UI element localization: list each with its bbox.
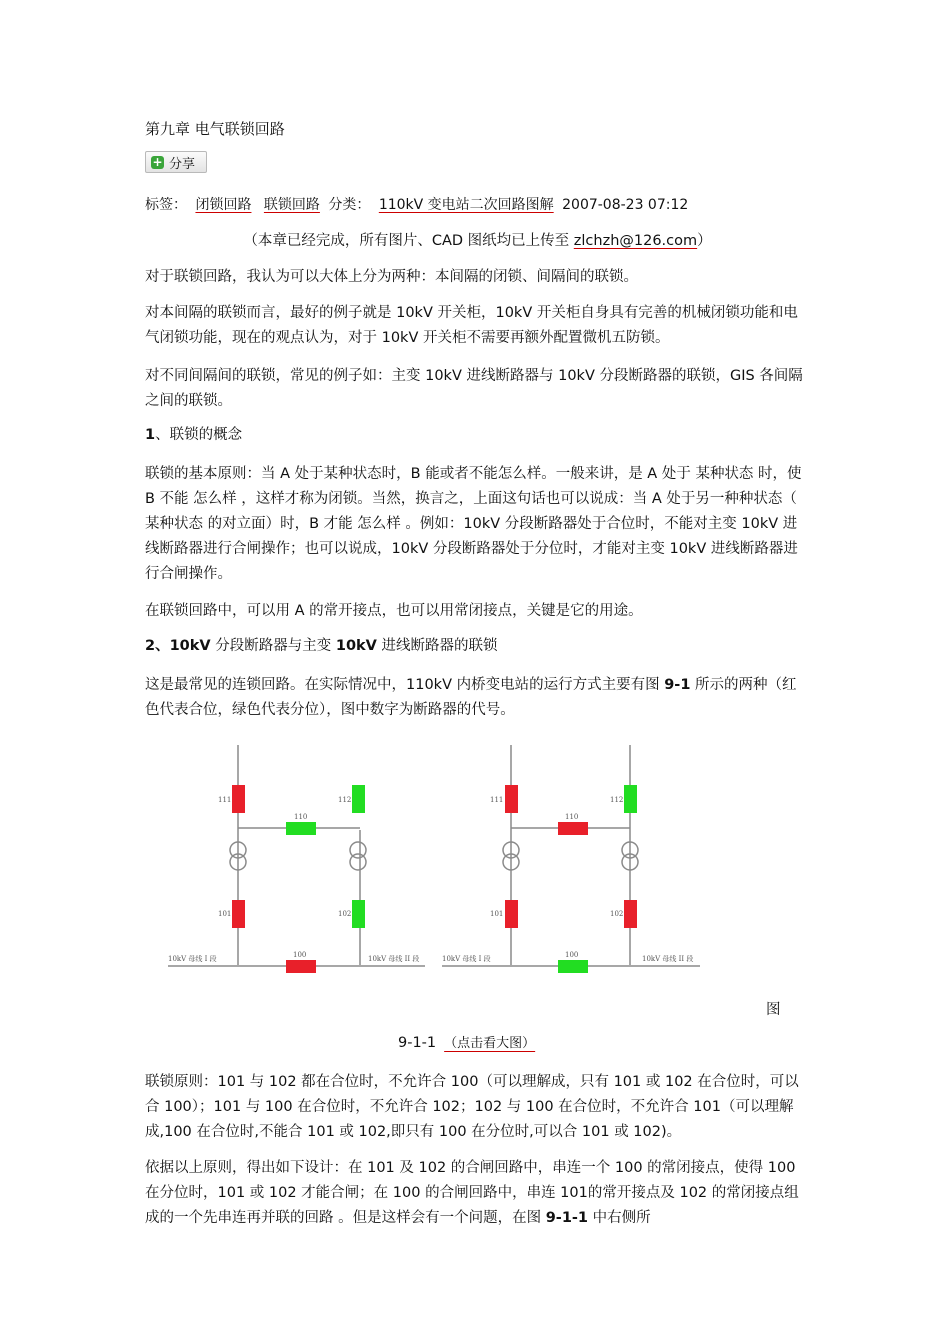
label-110-left: 110: [294, 813, 308, 821]
bus-left-ii: 10kV 母线 II 段: [368, 955, 420, 963]
breaker-100-right: [558, 960, 588, 973]
label-111-right: 111: [490, 796, 504, 804]
paragraph-1: 对于联锁回路，我认为可以大体上分为两种：本间隔的闭锁、间隔间的联锁。: [145, 269, 638, 285]
tags-line: [145, 193, 810, 218]
category-link[interactable]: 110kV 变电站二次回路图解: [378, 197, 554, 213]
paragraph-5: 在联锁回路中，可以用 A 的常开接点，也可以用常闭接点，关键是它的用途。: [145, 603, 643, 619]
heading-2-num: 2、10kV: [145, 638, 211, 654]
label-112-right: 112: [610, 796, 624, 804]
note-text: （本章已经完成，所有图片、CAD 图纸均已上传至: [243, 233, 574, 249]
chapter-title: 第九章 电气联锁回路: [145, 120, 285, 138]
heading-2: [145, 634, 810, 659]
label-110-right: 110: [565, 813, 579, 821]
breaker-110-left: [286, 822, 316, 835]
p6-a: 这是最常见的连锁回路。在实际情况中，110kV 内桥变电站的运行方式主要有图: [145, 677, 665, 693]
diagram-left: [168, 745, 425, 966]
bus-right-i: 10kV 母线 I 段: [442, 955, 491, 963]
paragraph-2: 对本间隔的联锁而言，最好的例子就是 10kV 开关柜，10kV 开关柜自身具有完善的机械闭锁功能和电气闭锁功能，现在的观点认为，对于 10kV 开关柜不需要再额外配置微机五防锁。: [145, 305, 798, 346]
breaker-101-right: [505, 900, 518, 928]
breaker-111-right: [505, 785, 518, 813]
label-100-left: 100: [293, 951, 307, 959]
figure-caption: [398, 1032, 535, 1051]
category-label: 分类：: [328, 197, 371, 213]
breaker-111-left: [232, 785, 245, 813]
bus-right-ii: 10kV 母线 II 段: [642, 955, 694, 963]
label-101-right: 101: [490, 910, 504, 918]
paragraph-7: 联锁原则：101 与 102 都在合位时，不允许合 100（可以理解成，只有 101 或 102 在合位时，可以合 100）；101 与 100 在合位时，不允许合 102；102 与 100 在合位时，不允许合 101（可以理解成,100 在合位时,不能合 101 或 102,即只有 100 在分位时,可以合 101 或 102)。: [145, 1074, 799, 1140]
label-100-right: 100: [565, 951, 579, 959]
p8-c: 中右侧所: [588, 1210, 651, 1226]
tags-label: 标签：: [145, 197, 187, 213]
breaker-101-left: [232, 900, 245, 928]
label-111-left: 111: [218, 796, 232, 804]
tag-link-2[interactable]: 联锁回路: [263, 197, 320, 213]
p6-c: 所示的两种（红色代表合位，绿色代表分位），图中数字为断路器的代号。: [145, 677, 797, 718]
heading-2-bold: 10kV: [335, 638, 377, 654]
breaker-110-right: [558, 822, 588, 835]
share-label: 分享: [169, 156, 196, 172]
heading-2-end: 进线断路器的联锁: [376, 638, 498, 654]
paragraph-3: 对不同间隔间的联锁，常见的例子如：主变 10kV 进线断路器与 10kV 分段断路器的联锁，GIS 各间隔之间的联锁。: [145, 368, 803, 409]
p6-b: 9-1: [664, 677, 691, 693]
view-large-image-link[interactable]: （点击看大图）: [444, 1036, 536, 1051]
completion-note: [145, 229, 810, 254]
paragraph-6: [145, 673, 810, 723]
breaker-100-left: [286, 960, 316, 973]
heading-1-num: 1: [145, 427, 156, 443]
heading-1: [145, 423, 810, 448]
plus-icon: +: [152, 154, 163, 169]
heading-1-text: 、联锁的概念: [155, 427, 243, 443]
breaker-102-right: [624, 900, 637, 928]
heading-2-mid: 分段断路器与主变: [210, 638, 336, 654]
paragraph-8: [145, 1156, 810, 1231]
p8-a: 依据以上原则，得出如下设计：在 101 及 102 的合闸回路中，串连一个 100 的常闭接点，使得 100 在分位时，101 或 102 才能合闸；在 100 的合闸回路中，串连 101的常开接点及 102 的常闭接点组成的一个先串连再并联的回路 。但是这样会有一个问题，在图: [145, 1160, 799, 1226]
post-date: 2007-08-23 07:12: [562, 197, 689, 213]
breaker-112-left: [352, 785, 365, 813]
label-101-left: 101: [218, 910, 232, 918]
label-102-right: 102: [610, 910, 624, 918]
label-112-left: 112: [338, 796, 352, 804]
breaker-diagram-figure[interactable]: [160, 740, 720, 980]
label-102-left: 102: [338, 910, 352, 918]
paragraph-4: 联锁的基本原则：当 A 处于某种状态时，B 能或者不能怎么样。一般来讲，是 A 处于 某种状态 时，使 B 不能 怎么样 ，这样才称为闭锁。当然，换言之，上面这句话也可以说成：当 A 处于另一种种状态（ 某种状态 的对立面）时，B 才能 怎么样 。例如：10kV 分段断路器处于合位时，不能对主变 10kV 进线断路器进行合闸操作；也可以说成，10kV 分段断路器处于分位时，才能对主变 10kV 进线断路器进行合闸操作。: [145, 466, 802, 582]
bus-left-i: 10kV 母线 I 段: [168, 955, 217, 963]
share-button[interactable]: [145, 151, 207, 173]
breaker-102-left: [352, 900, 365, 928]
tag-link-1[interactable]: 闭锁回路: [195, 197, 252, 213]
breaker-112-right: [624, 785, 637, 813]
diagram-right: [442, 745, 700, 966]
figure-label-tu: 图: [766, 1002, 781, 1018]
p8-b: 9-1-1: [545, 1210, 589, 1226]
caption-number: 9-1-1: [398, 1035, 437, 1051]
email-link[interactable]: zlchzh@126.com: [573, 233, 698, 249]
note-close: ）: [697, 233, 712, 249]
